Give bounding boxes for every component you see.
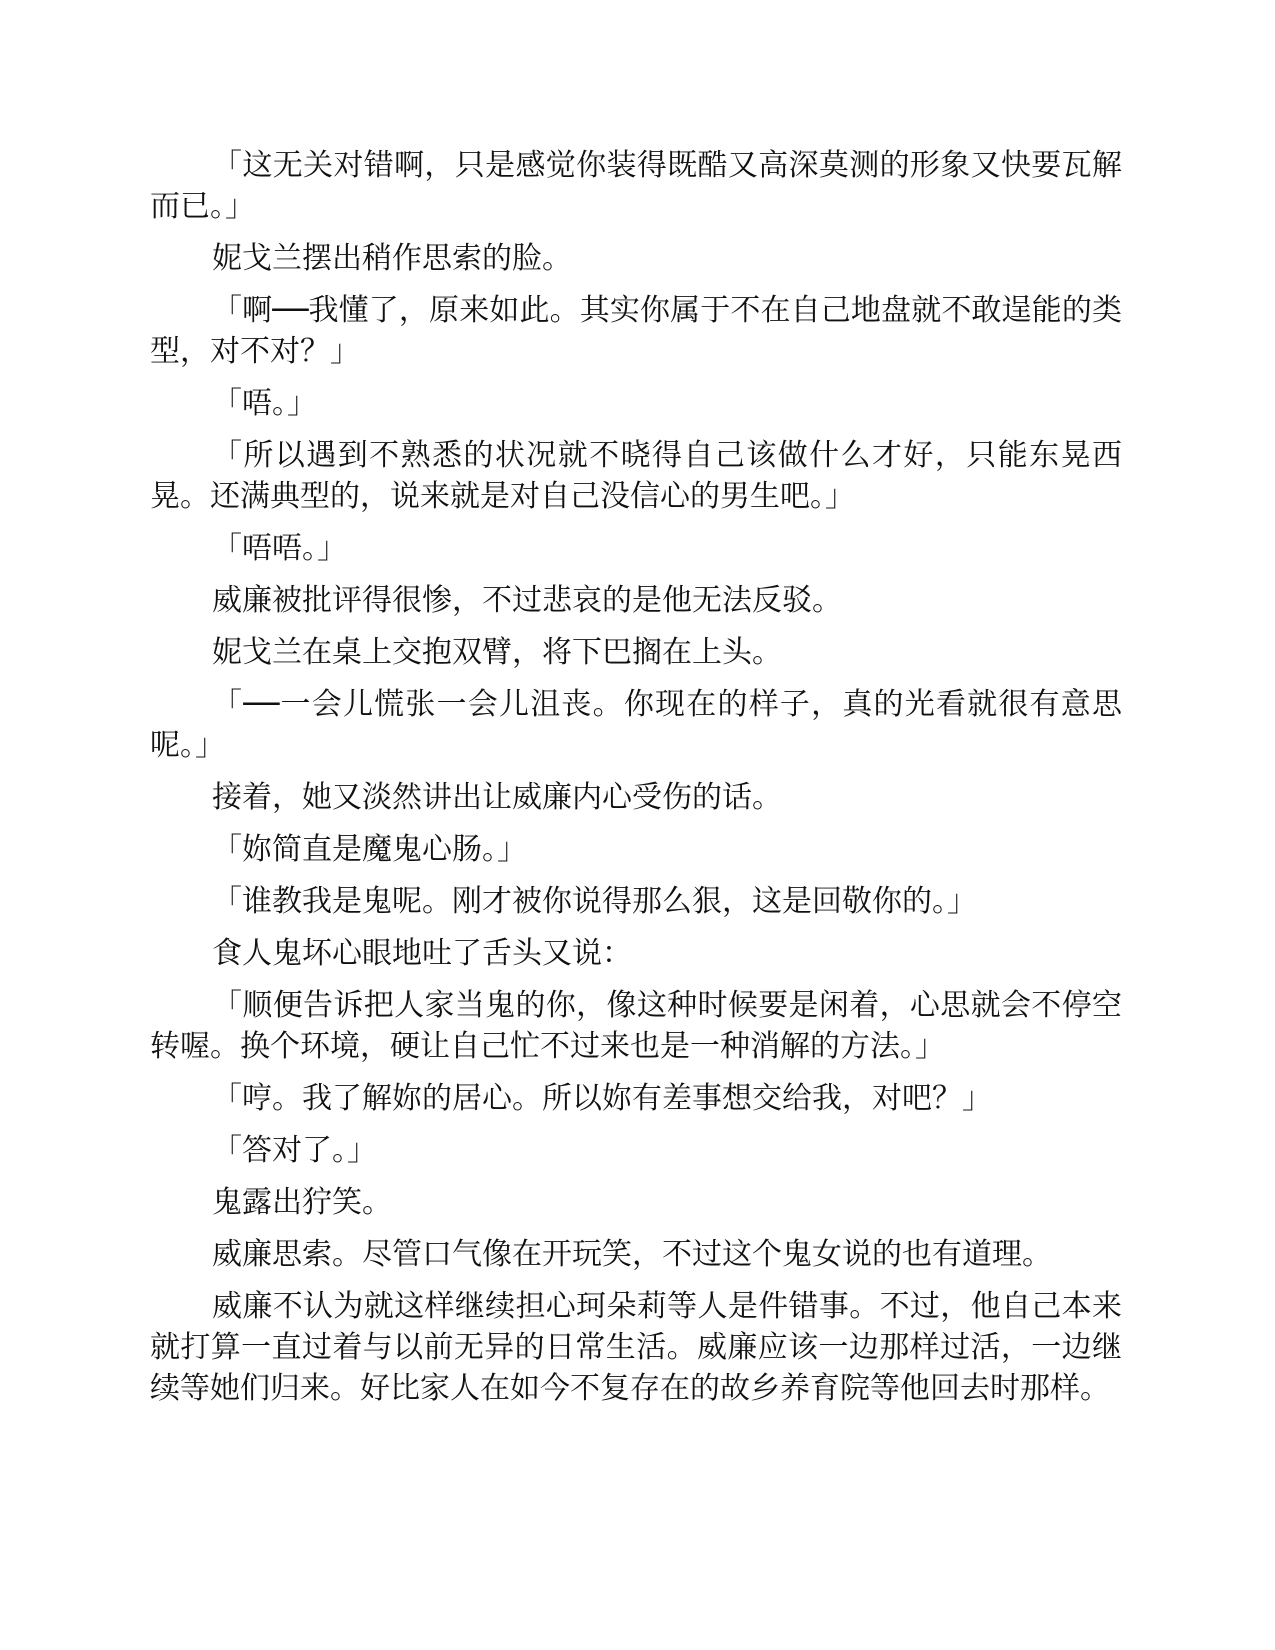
paragraph: 鬼露出狞笑。 xyxy=(212,1185,392,1220)
paragraph: 食人鬼坏心眼地吐了舌头又说： xyxy=(212,936,632,971)
paragraph: 威廉思索。尽管口气像在开玩笑，不过这个鬼女说的也有道理。 xyxy=(212,1237,1052,1272)
paragraph: 威廉被批评得很惨，不过悲哀的是他无法反驳。 xyxy=(212,583,842,618)
paragraph: 妮戈兰摆出稍作思索的脸。 xyxy=(212,241,572,276)
paragraph: 「啊──我懂了，原来如此。其实你属于不在自己地盘就不敢逞能的类型，对不对？」 xyxy=(150,293,1122,369)
paragraph: 「──一会儿慌张一会儿沮丧。你现在的样子，真的光看就很有意思呢。」 xyxy=(150,687,1122,763)
paragraph: 「所以遇到不熟悉的状况就不晓得自己该做什么才好，只能东晃西晃。还满典型的，说来就是对自己没信心的男生吧。」 xyxy=(150,438,1122,514)
paragraph: 「唔唔。」 xyxy=(212,531,347,566)
paragraph: 「顺便告诉把人家当鬼的你，像这种时候要是闲着，心思就会不停空转喔。换个环境，硬让自己忙不过来也是一种消解的方法。」 xyxy=(150,988,1122,1064)
paragraph: 「妳简直是魔鬼心肠。」 xyxy=(212,832,527,867)
paragraph: 「唔。」 xyxy=(212,386,317,421)
paragraph: 「答对了。」 xyxy=(212,1133,377,1168)
paragraph: 妮戈兰在桌上交抱双臂，将下巴搁在上头。 xyxy=(212,635,782,670)
document-page xyxy=(150,145,1122,1420)
paragraph: 威廉不认为就这样继续担心珂朵莉等人是件错事。不过，他自己本来就打算一直过着与以前无异的日常生活。威廉应该一边那样过活，一边继续等她们归来。好比家人在如今不复存在的故乡养育院等他回去时那样。 xyxy=(150,1289,1122,1406)
paragraph: 「谁教我是鬼呢。刚才被你说得那么狠，这是回敬你的。」 xyxy=(212,884,977,919)
paragraph: 「这无关对错啊，只是感觉你装得既酷又高深莫测的形象又快要瓦解而已。」 xyxy=(150,148,1122,224)
paragraph: 接着，她又淡然讲出让威廉内心受伤的话。 xyxy=(212,780,782,815)
paragraph: 「哼。我了解妳的居心。所以妳有差事想交给我，对吧？」 xyxy=(212,1081,992,1116)
